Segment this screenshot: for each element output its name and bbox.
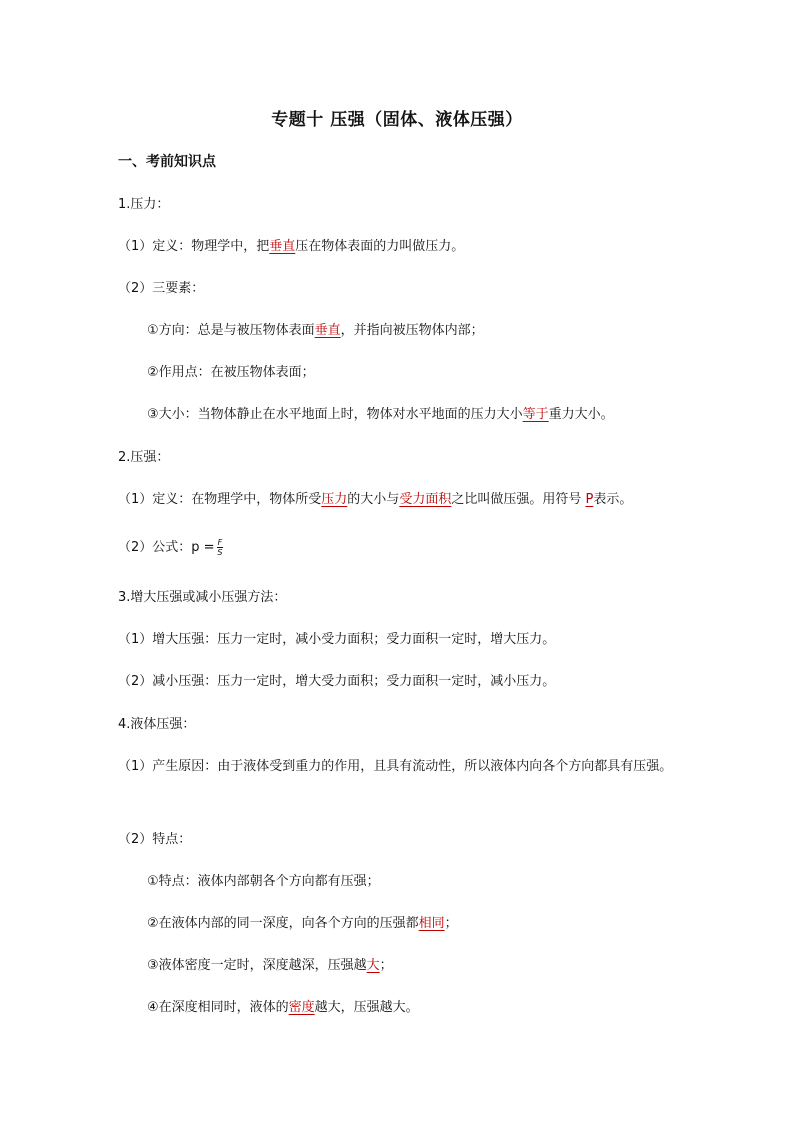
topic-heading-liquid: 4.液体压强： — [118, 717, 196, 732]
section-heading: 一、考前知识点 — [118, 154, 216, 170]
keyword-highlight: 相同 — [418, 916, 445, 931]
text-segment: 压在物体表面的力叫做压力。 — [295, 239, 465, 254]
method-decrease: （2）减小压强：压力一定时，增大受力面积；受力面积一定时，减小压力。 — [118, 674, 556, 689]
text-segment: ③液体密度一定时，深度越深，压强越 — [147, 958, 367, 973]
topic-heading-pressure-force: 1.压力： — [118, 197, 170, 212]
method-increase: （1）增大压强：压力一定时，减小受力面积；受力面积一定时，增大压力。 — [118, 632, 556, 647]
text-segment: （1）定义：物理学中，把 — [118, 239, 270, 254]
keyword-highlight: P — [585, 492, 594, 507]
element-direction — [147, 321, 484, 341]
text-segment: （1）定义：在物理学中，物体所受 — [118, 492, 322, 507]
formula-prefix: （2）公式：p = — [118, 540, 215, 555]
text-segment: ③大小：当物体静止在水平地面上时，物体对水平地面的压力大小 — [147, 407, 523, 422]
formula-numerator: F — [217, 538, 223, 547]
liquid-feature-1: ①特点：液体内部朝各个方向都有压强； — [147, 874, 380, 889]
text-segment: 越大，压强越大。 — [314, 1000, 419, 1015]
keyword-highlight: 等于 — [522, 407, 549, 422]
keyword-highlight: 密度 — [288, 1000, 315, 1015]
text-segment: ； — [379, 958, 393, 973]
pressure-formula — [118, 538, 223, 558]
text-segment: 的大小与 — [347, 492, 400, 507]
text-segment: ②在液体内部的同一深度，向各个方向的压强都 — [147, 916, 419, 931]
keyword-highlight: 垂直 — [269, 239, 296, 254]
topic-heading-methods: 3.增大压强或减小压强方法： — [118, 590, 287, 605]
pressure-definition — [118, 490, 632, 510]
topic-heading-pressure: 2.压强： — [118, 450, 170, 465]
element-magnitude — [147, 405, 614, 425]
liquid-cause: （1）产生原因：由于液体受到重力的作用，且具有流动性，所以液体内向各个方向都具有压强。 — [118, 759, 673, 774]
text-segment: 重力大小。 — [548, 407, 614, 422]
text-segment: ，并指向被压物体内部； — [340, 323, 484, 338]
text-segment: ④在深度相同时，液体的 — [147, 1000, 289, 1015]
keyword-highlight: 压力 — [321, 492, 348, 507]
keyword-highlight: 垂直 — [314, 323, 341, 338]
features-heading: （2）特点： — [118, 832, 192, 847]
element-point: ②作用点：在被压物体表面； — [147, 365, 315, 380]
text-segment: ； — [444, 916, 458, 931]
liquid-feature-2 — [147, 914, 458, 934]
pressure-force-definition — [118, 237, 464, 257]
formula-denominator: S — [217, 548, 223, 557]
liquid-feature-3 — [147, 956, 393, 976]
text-segment: 表示。 — [593, 492, 633, 507]
page-title: 专题十 压强（固体、液体压强） — [271, 110, 523, 130]
formula-fraction — [217, 538, 224, 557]
keyword-highlight: 大 — [366, 958, 380, 973]
text-segment: ①方向：总是与被压物体表面 — [147, 323, 315, 338]
three-elements-heading: （2）三要素： — [118, 281, 205, 296]
keyword-highlight: 受力面积 — [399, 492, 452, 507]
text-segment: 之比叫做压强。用符号 — [451, 492, 586, 507]
liquid-feature-4 — [147, 998, 419, 1018]
